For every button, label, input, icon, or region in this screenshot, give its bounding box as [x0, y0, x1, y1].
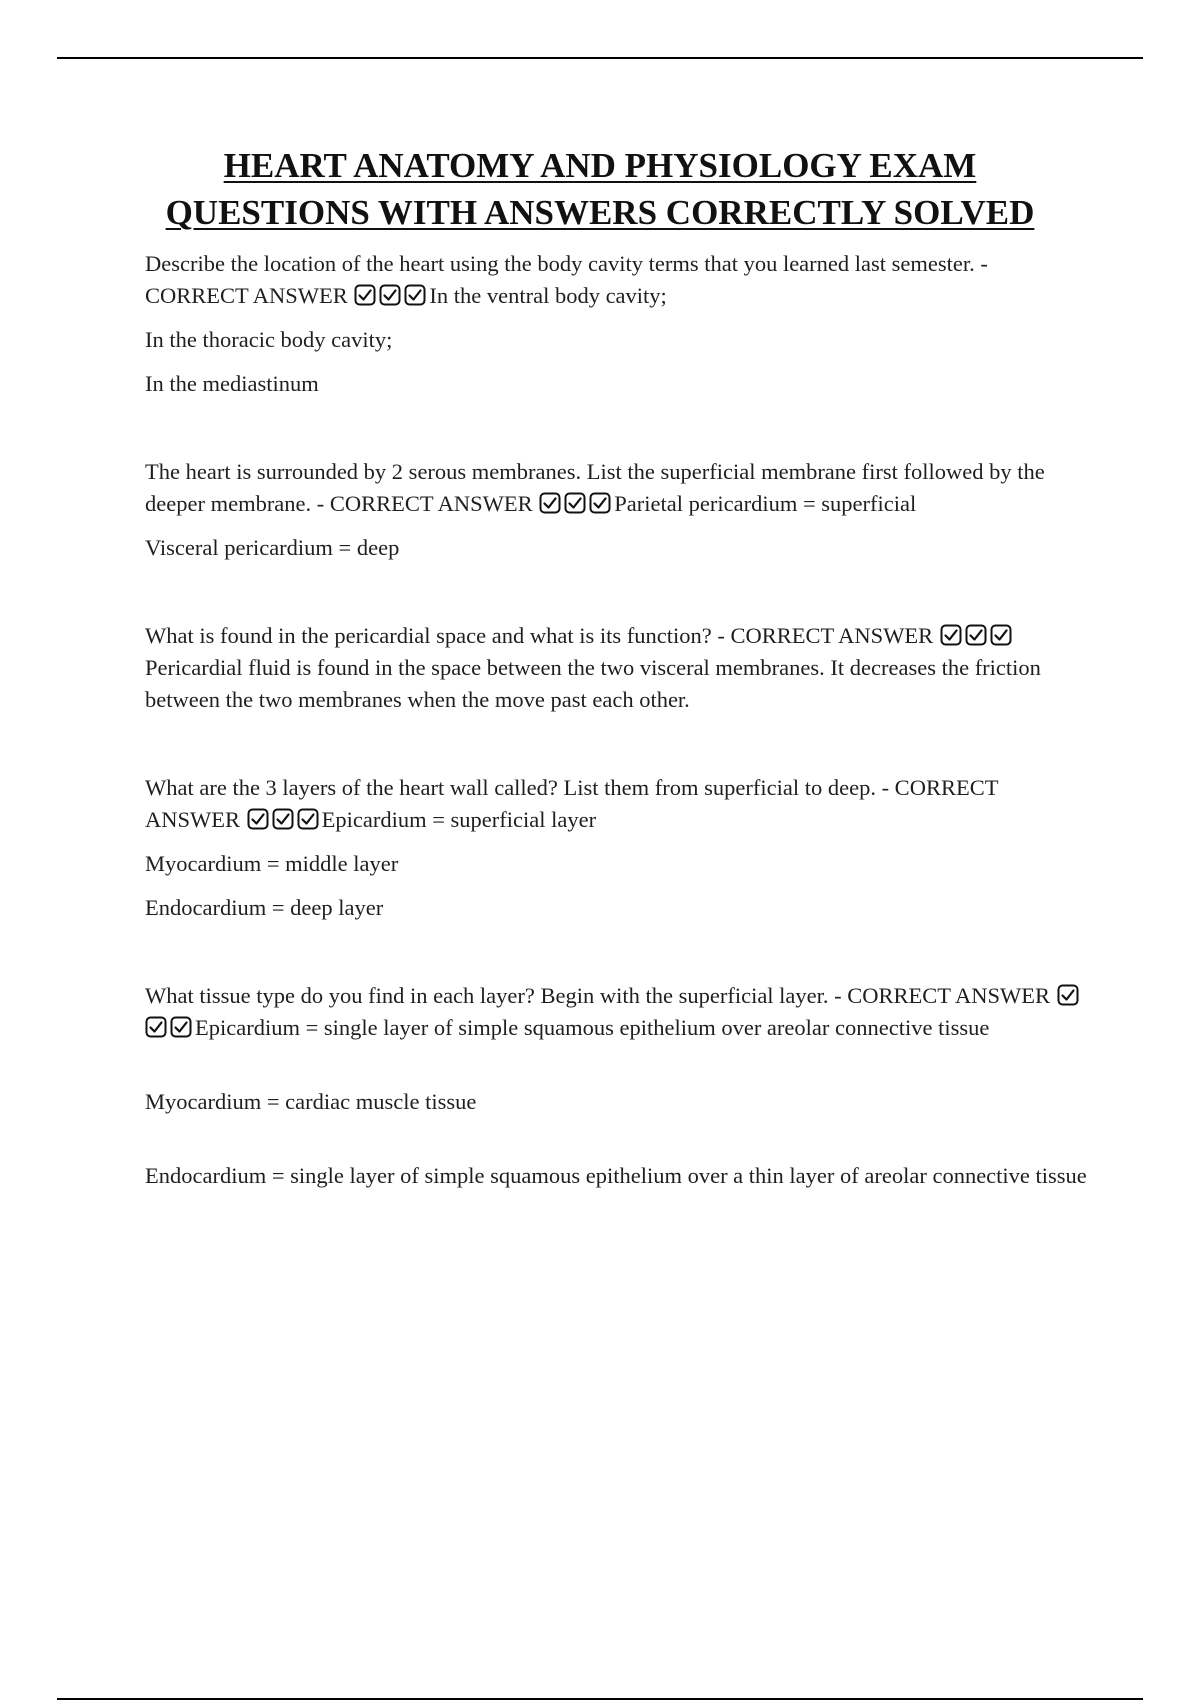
answer-line: Myocardium = middle layer [145, 851, 399, 876]
answer-checkmarks [240, 807, 322, 832]
question-text: Describe the location of the heart using the body cavity terms that you learned last semester. - CORRECT ANSWER [145, 251, 988, 308]
question-text: What is found in the pericardial space and what is its function? - CORRECT ANSWER [145, 623, 934, 648]
qa-content [145, 248, 1090, 1192]
answer-paragraph: Myocardium = cardiac muscle tissue [145, 1089, 477, 1114]
answer-checkmarks [533, 491, 615, 516]
checked-box-icon [297, 808, 319, 830]
checked-box-icon [539, 492, 561, 514]
checked-box-icon [354, 284, 376, 306]
answer-text: Epicardium = superficial layer [321, 807, 597, 832]
title-line-2: QUESTIONS WITH ANSWERS CORRECTLY SOLVED [165, 193, 1035, 232]
answer-checkmarks [348, 283, 430, 308]
qa-item-1 [145, 248, 1090, 400]
answer-text: Parietal pericardium = superficial [614, 491, 917, 516]
page-title [0, 142, 1200, 236]
top-rule [57, 57, 1143, 59]
answer-line: Visceral pericardium = deep [145, 535, 400, 560]
checked-box-icon [940, 624, 962, 646]
question-text: The heart is surrounded by 2 serous membranes. List the superficial membrane first followed by the deeper membrane. - CORRECT ANSWER [145, 459, 1045, 516]
title-line-1: HEART ANATOMY AND PHYSIOLOGY EXAM [223, 146, 977, 185]
checked-box-icon [404, 284, 426, 306]
qa-item-4 [145, 772, 1090, 924]
answer-line: In the thoracic body cavity; [145, 327, 393, 352]
answer-text: Pericardial fluid is found in the space between the two visceral membranes. It decreases the friction between the two membranes when the move past each other. [145, 655, 1041, 712]
qa-item-2 [145, 456, 1090, 564]
question-text: What are the 3 layers of the heart wall called? List them from superficial to deep. - CORRECT ANSWER [145, 775, 999, 832]
checked-box-icon [170, 1016, 192, 1038]
checked-box-icon [379, 284, 401, 306]
answer-line: In the mediastinum [145, 371, 319, 396]
question-text: What tissue type do you find in each layer? Begin with the superficial layer. - CORRECT ANSWER [145, 983, 1051, 1008]
qa-item-3 [145, 620, 1090, 716]
answer-line: Endocardium = deep layer [145, 895, 384, 920]
answer-text: Epicardium = single layer of simple squamous epithelium over areolar connective tissue [195, 1015, 990, 1040]
checked-box-icon [965, 624, 987, 646]
qa-item-5 [145, 980, 1090, 1192]
checked-box-icon [272, 808, 294, 830]
answer-paragraph: Endocardium = single layer of simple squamous epithelium over a thin layer of areolar connective tissue [145, 1163, 1087, 1188]
checked-box-icon [1057, 984, 1079, 1006]
answer-checkmarks [933, 623, 1015, 648]
checked-box-icon [589, 492, 611, 514]
checked-box-icon [247, 808, 269, 830]
checked-box-icon [564, 492, 586, 514]
answer-text: In the ventral body cavity; [429, 283, 667, 308]
checked-box-icon [145, 1016, 167, 1038]
checked-box-icon [990, 624, 1012, 646]
